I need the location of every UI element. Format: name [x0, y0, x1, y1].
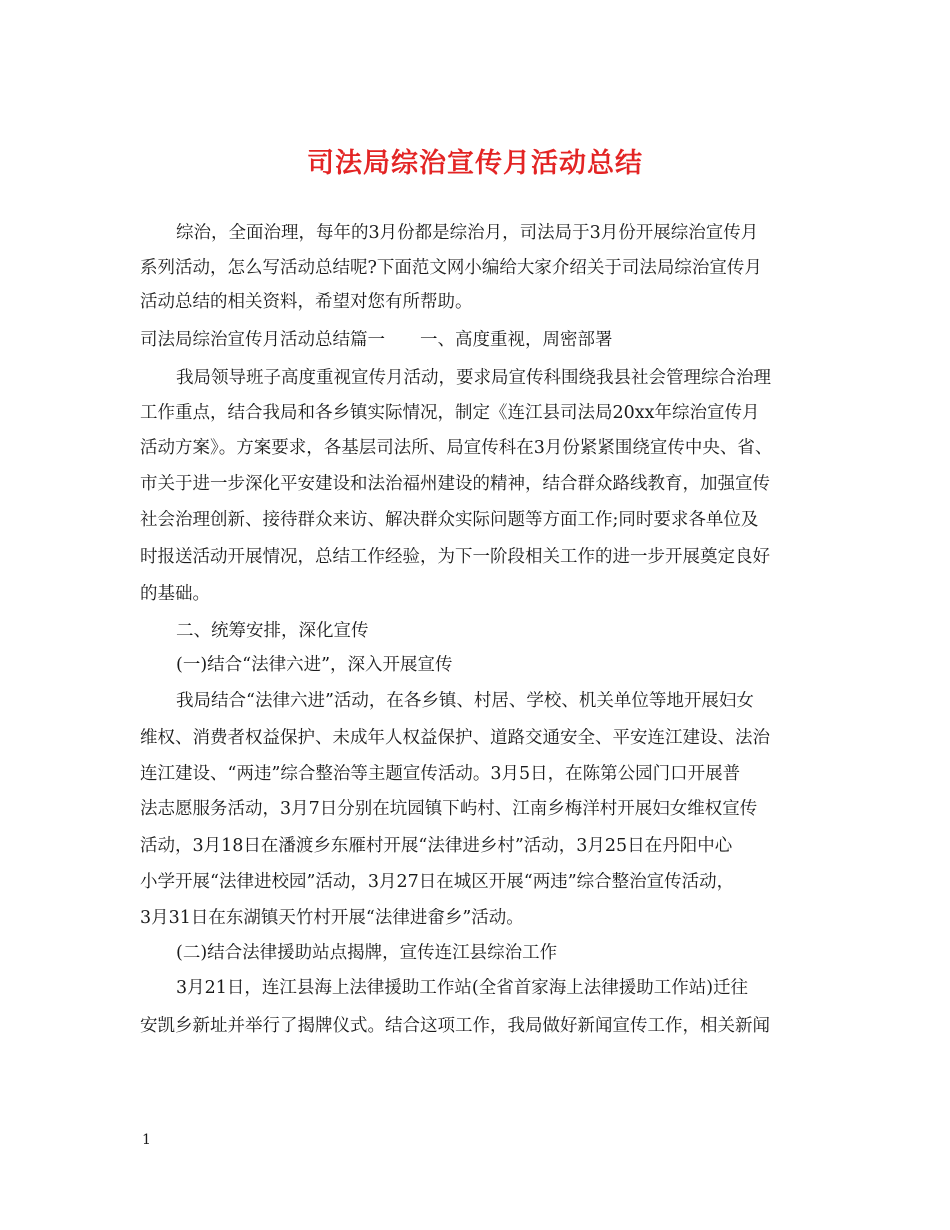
paragraph-line: 安凯乡新址并举行了揭牌仪式。结合这项工作，我局做好新闻宣传工作，相关新闻	[140, 1016, 770, 1036]
paragraph-line: 连江建设、“两违”综合整治等主题宣传活动。3月5日，在陈第公园门口开展普	[140, 764, 741, 784]
paragraph-line: 活动方案》。方案要求，各基层司法所、局宣传科在3月份紧紧围绕宣传中央、省、	[140, 438, 773, 458]
paragraph-line: 活动总结的相关资料，希望对您有所帮助。	[140, 292, 473, 312]
paragraph-line: 工作重点，结合我局和各乡镇实际情况，制定《连江县司法局20xx年综治宣传月	[140, 403, 760, 423]
paragraph-line: 维权、消费者权益保护、未成年人权益保护、道路交通安全、平安连江建设、法治	[140, 728, 770, 748]
subsection-heading-line: (二)结合法律援助站点揭牌，宣传连江县综治工作	[176, 943, 558, 963]
section-heading-line: 司法局综治宣传月活动总结篇一 一、高度重视，周密部署	[140, 330, 613, 350]
paragraph-line: 活动，3月18日在潘渡乡东雁村开展“法律进乡村”活动，3月25日在丹阳中心	[140, 836, 733, 856]
paragraph-line: 社会治理创新、接待群众来访、解决群众实际问题等方面工作;同时要求各单位及	[140, 510, 759, 530]
subsection-heading-line: (一)结合“法律六进”，深入开展宣传	[176, 655, 453, 675]
paragraph-line: 系列活动，怎么写活动总结呢?下面范文网小编给大家介绍关于司法局综治宣传月	[140, 258, 762, 278]
paragraph-line: 的基础。	[140, 584, 210, 604]
paragraph-line: 我局领导班子高度重视宣传月活动，要求局宣传科围绕我县社会管理综合治理	[176, 368, 771, 388]
paragraph-line: 市关于进一步深化平安建设和法治福州建设的精神，结合群众路线教育，加强宣传	[140, 474, 770, 494]
paragraph-line: 小学开展“法律进校园”活动，3月27日在城区开展“两违”综合整治宣传活动，	[140, 872, 735, 892]
paragraph-line: 时报送活动开展情况，总结工作经验，为下一阶段相关工作的进一步开展奠定良好	[140, 547, 770, 567]
paragraph-line: 法志愿服务活动，3月7日分别在坑园镇下屿村、江南乡梅洋村开展妇女维权宣传	[140, 799, 758, 819]
page-number: 1	[142, 1132, 151, 1148]
section-heading-line: 二、统筹安排，深化宣传	[176, 621, 369, 641]
paragraph-line: 综治，全面治理，每年的3月份都是综治月，司法局于3月份开展综治宣传月	[176, 223, 759, 243]
paragraph-line: 我局结合“法律六进”活动，在各乡镇、村居、学校、机关单位等地开展妇女	[176, 691, 754, 711]
document-title: 司法局综治宣传月活动总结	[307, 148, 643, 179]
paragraph-line: 3月21日，连江县海上法律援助工作站(全省首家海上法律援助工作站)迁往	[176, 978, 749, 998]
paragraph-line: 3月31日在东湖镇天竹村开展“法律进畲乡”活动。	[140, 908, 524, 928]
